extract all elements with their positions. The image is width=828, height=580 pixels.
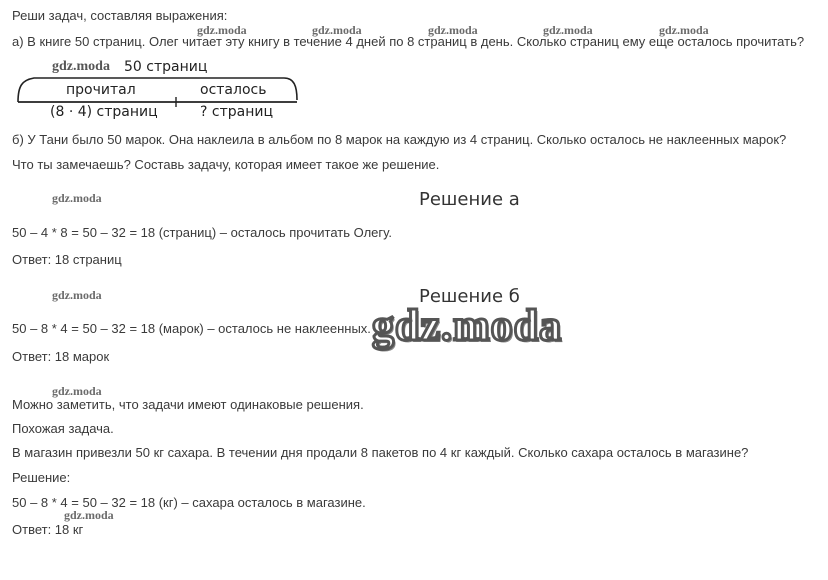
similar-expr: 50 – 8 * 4 = 50 – 32 = 18 (кг) – сахара осталось в магазине. [12, 495, 366, 510]
watermark-small: gdz.moda [312, 23, 362, 37]
task-a: а) В книге 50 страниц. Олег читает эту книгу в течение 4 дней по 8 страниц в день. Сколько страниц ему еще осталось прочитать? [12, 34, 805, 49]
solution-b-expr: 50 – 8 * 4 = 50 – 32 = 18 (марок) – осталось не наклеенных. [12, 321, 371, 336]
similar-answer: Ответ: 18 кг [12, 522, 84, 537]
watermark-small: gdz.moda [52, 384, 102, 398]
diagram-left-label: осталось [200, 82, 267, 98]
diagram-read-expr: (8 · 4) страниц [50, 104, 158, 120]
similar-note: Можно заметить, что задачи имеют одинаковые решения. [12, 397, 364, 412]
similar-title: Похожая задача. [12, 421, 114, 436]
diagram-read-label: прочитал [66, 82, 136, 98]
watermark-large: gdz.moda [372, 301, 563, 350]
similar-problem: В магазин привезли 50 кг сахара. В течении дня продали 8 пакетов по 4 кг каждый. Сколько сахара осталось в магазине? [12, 445, 749, 460]
watermark-small: gdz.moda [52, 288, 102, 302]
solution-a-expr: 50 – 4 * 8 = 50 – 32 = 18 (страниц) – осталось прочитать Олегу. [12, 225, 392, 240]
solution-a-heading: Решение а [419, 189, 520, 210]
task-intro: Реши задач, составляя выражения: [12, 8, 228, 23]
diagram-left-expr: ? страниц [200, 104, 273, 120]
watermark-small: gdz.moda [52, 191, 102, 205]
similar-solution-label: Решение: [12, 470, 71, 485]
diagram-brand: gdz.moda [52, 59, 110, 74]
watermark-small: gdz.moda [659, 23, 709, 37]
diagram-total: 50 страниц [124, 59, 208, 75]
segment-diagram [14, 56, 304, 122]
watermark-small: gdz.moda [543, 23, 593, 37]
solution-b-answer: Ответ: 18 марок [12, 349, 110, 364]
task-b: б) У Тани было 50 марок. Она наклеила в альбом по 8 марок на каждую из 4 страниц. Сколько осталось не наклеенных марок? [12, 132, 787, 147]
solution-a-answer: Ответ: 18 страниц [12, 252, 122, 267]
watermark-small: gdz.moda [197, 23, 247, 37]
solution-b-heading: Решение б [419, 286, 520, 307]
watermark-small: gdz.moda [428, 23, 478, 37]
watermark-small: gdz.moda [64, 508, 114, 522]
task-question: Что ты замечаешь? Составь задачу, которая имеет такое же решение. [12, 157, 440, 172]
